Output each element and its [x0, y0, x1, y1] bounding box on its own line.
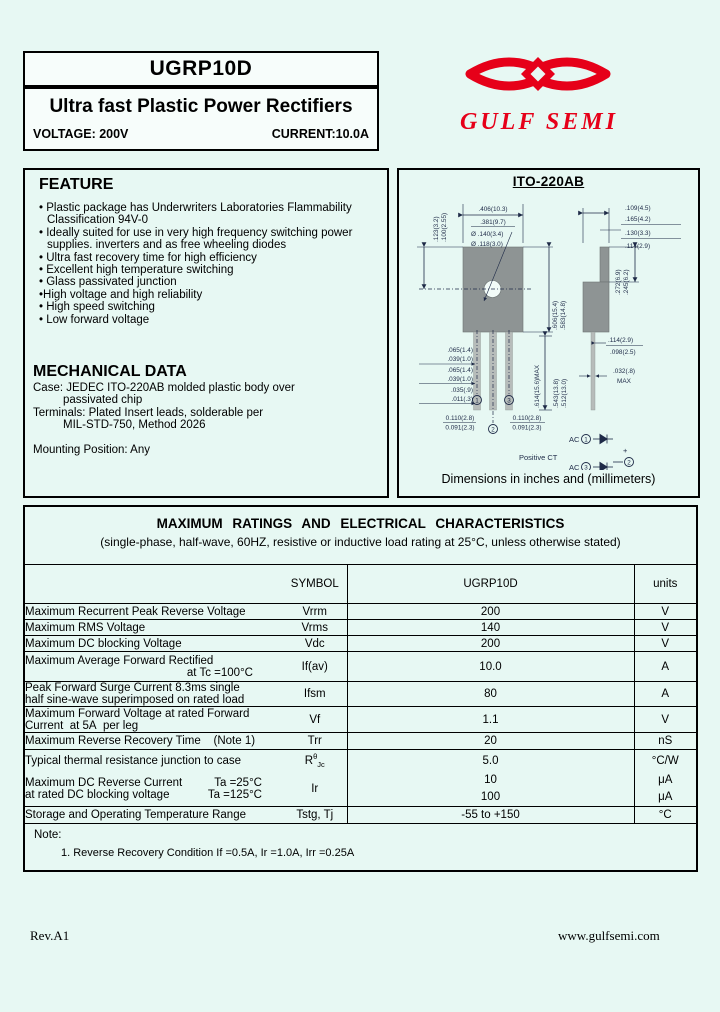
- param-cell: Maximum DC blocking Voltage: [25, 636, 283, 652]
- param-cell: Maximum Recurrent Peak Reverse Voltage: [25, 604, 283, 620]
- units-cell: A: [634, 652, 696, 682]
- param-condition: Ta =25°C: [214, 776, 262, 789]
- symbol-cell: Ifsm: [283, 682, 347, 707]
- pin-1-number: 1: [475, 397, 479, 405]
- part-number-box: [23, 51, 379, 87]
- table-row: [25, 733, 696, 750]
- table-row: [25, 772, 696, 807]
- package-tab-side: [600, 247, 609, 282]
- table-row: [25, 807, 696, 824]
- units-line: μA: [658, 773, 673, 786]
- dim-tab-thickness-2: .114(2.9): [625, 243, 651, 250]
- value-cell: 10.0: [347, 652, 634, 682]
- param-condition: at Tc =100°C: [186, 666, 253, 679]
- dim-lead-width-1a: .065(1.4): [447, 347, 473, 354]
- units-cell: °C/W: [651, 754, 679, 767]
- schematic-pin3-number: 3: [584, 464, 588, 470]
- schematic-pin1-number: 1: [584, 436, 588, 444]
- feature-item: • Low forward voltage: [39, 313, 150, 326]
- param-line: Maximum Forward Voltage at rated Forward Current at 5A per leg: [25, 707, 250, 732]
- value-cell: [347, 772, 634, 807]
- symbol-cell: Vrrm: [283, 604, 347, 620]
- description-box: [23, 87, 379, 151]
- units-cell: V: [634, 620, 696, 636]
- param-cell: [25, 772, 283, 807]
- value-line: 100: [480, 790, 501, 803]
- schematic-plus-label: +: [623, 446, 628, 455]
- value-cell: 200: [347, 604, 634, 620]
- units-cell: °C: [634, 807, 696, 824]
- symbol-cell: Vf: [283, 707, 347, 733]
- col-device-header: UGRP10D: [347, 565, 634, 604]
- feature-item: • High speed switching: [39, 301, 155, 314]
- feature-list: [39, 202, 381, 326]
- dim-pitch-right-2: 0.091(2.3): [512, 424, 542, 432]
- table-row: [25, 604, 696, 620]
- symbol-cell: If(av): [283, 652, 347, 682]
- dim-lead-th: .032(.8): [613, 368, 636, 375]
- col-symbol-header: SYMBOL: [283, 565, 347, 604]
- dim-front-width-2: .381(9.7): [480, 219, 506, 226]
- dim-front-width-1: .406(10.3): [478, 206, 508, 213]
- package-drawing-box: [397, 168, 700, 498]
- gulfsemi-logo: [452, 46, 682, 136]
- pin-2-number: 2: [491, 426, 495, 434]
- param-cell: Storage and Operating Temperature Range: [25, 807, 283, 824]
- diode-symbol-top: [600, 435, 607, 444]
- package-outline-drawing: [399, 180, 698, 470]
- value-cell: 140: [347, 620, 634, 636]
- param-line: [25, 789, 262, 801]
- symbol-main: R: [304, 755, 314, 768]
- positive-ct-label: Positive CT: [519, 453, 558, 462]
- dim-lead-width-2a: .065(1.4): [447, 367, 473, 374]
- lead-side: [591, 332, 595, 410]
- dim-lead-width-1b: .039(1.0): [447, 356, 473, 363]
- dim-lead-offset-2: .098(2.5): [610, 349, 636, 356]
- param-line: Peak Forward Surge Current 8.3ms single half sine-wave superimposed on rated load: [25, 682, 245, 706]
- table-row: [25, 682, 696, 707]
- dim-hole-dia-2: Ø .118(3.0): [471, 241, 503, 248]
- dim-hole-offset-2: .100(2.55): [441, 212, 448, 242]
- current-rating: CURRENT:10.0A: [271, 127, 369, 141]
- voltage-rating: VOLTAGE: 200V: [33, 127, 129, 141]
- part-number: UGRP10D: [149, 57, 253, 80]
- param-text: at rated DC blocking voltage: [25, 788, 170, 801]
- param-cell: Maximum RMS Voltage: [25, 620, 283, 636]
- table-row: [25, 620, 696, 636]
- mechanical-data-section: [33, 363, 381, 456]
- units-cell: V: [634, 707, 696, 733]
- symbol-cell: Trr: [283, 733, 347, 750]
- value-cell: 20: [347, 733, 634, 750]
- schematic-ac-label-top: AC: [569, 435, 580, 444]
- dim-thickness-2: .165(4.2): [625, 216, 651, 223]
- diode-symbol-bottom: [600, 463, 607, 471]
- mechanical-heading: MECHANICAL DATA: [33, 363, 187, 380]
- symbol-cell: Ir: [283, 772, 347, 807]
- lead-2: [490, 332, 497, 410]
- website-url: www.gulfsemi.com: [558, 928, 660, 943]
- param-cell: Typical thermal resistance junction to case: [25, 754, 242, 767]
- symbol-cell: Tstg, Tj: [283, 807, 347, 824]
- note-heading: Note:: [34, 829, 62, 841]
- symbol-cell: Vrms: [283, 620, 347, 636]
- case-line: passivated chip: [63, 394, 143, 406]
- param-cell: [25, 652, 283, 682]
- feature-item: • Plastic package has Underwriters Laboratories Flammability Classification 94V-0: [39, 202, 352, 227]
- dim-lead-offset-1: .114(2.9): [608, 337, 634, 344]
- dim-thickness-1: .109(4.5): [625, 205, 651, 212]
- schematic-ac-label-bottom: AC: [569, 463, 580, 470]
- param-cell: [25, 682, 283, 707]
- note-item: 1. Reverse Recovery Condition If =0.5A, Ir =1.0A, Irr =0.25A: [61, 847, 355, 859]
- param-condition: Ta =125°C: [207, 788, 262, 801]
- feature-item: •High voltage and high reliability: [39, 288, 203, 301]
- feature-item: • Ultra fast recovery time for high efficiency: [39, 251, 257, 264]
- param-cell: Maximum Reverse Recovery Time (Note 1): [25, 733, 283, 750]
- units-cell: A: [634, 682, 696, 707]
- symbol-cell: [283, 750, 347, 772]
- pin-3-number: 3: [507, 397, 511, 405]
- dim-lead-width-2b: .039(1.0): [447, 376, 473, 383]
- table-row: [25, 652, 696, 682]
- product-title: Ultra fast Plastic Power Rectifiers: [49, 96, 353, 117]
- package-name: ITO-220AB: [512, 174, 585, 189]
- ratings-title: MAXIMUM RATINGS AND ELECTRICAL CHARACTERISTICS: [156, 516, 565, 531]
- value-cell: 80: [347, 682, 634, 707]
- ratings-subtitle: (single-phase, half-wave, 60HZ, resistive or inductive load rating at 25°C, unless otherwise stated): [100, 535, 621, 549]
- dim-body-height-1: .606(15.4): [552, 300, 559, 330]
- symbol-sup: θ: [313, 752, 318, 762]
- dim-lead-length-2: .512(13.0): [561, 378, 568, 408]
- feature-item: • Glass passivated junction: [39, 276, 177, 289]
- mounting-position: Mounting Position: Any: [33, 443, 150, 456]
- param-line: [25, 777, 262, 789]
- feature-section: [39, 176, 381, 326]
- dimensions-caption: Dimensions in inches and (millimeters): [441, 472, 656, 486]
- units-line: μA: [658, 790, 673, 803]
- feature-item: • Ideally suited for use in very high frequency switching power supplies. inverters and as free wheeling diodes: [39, 226, 353, 252]
- terminals-line: MIL-STD-750, Method 2026: [63, 419, 206, 431]
- dim-step-2: .245(6.2): [623, 269, 630, 295]
- table-row: [25, 707, 696, 733]
- feature-heading: FEATURE: [39, 176, 114, 193]
- col-units-header: units: [634, 565, 696, 604]
- dim-hole-dia-1: Ø .140(3.4): [471, 231, 504, 238]
- terminals-line: Terminals: Plated Insert leads, solderable per: [33, 406, 264, 419]
- dim-tab-thickness-1: .130(3.3): [625, 230, 651, 237]
- schematic-pin2-number: 2: [627, 459, 631, 467]
- ratings-table: [25, 564, 696, 824]
- value-cell: 200: [347, 636, 634, 652]
- symbol-cell: Vdc: [283, 636, 347, 652]
- dim-lead-thickness-2: .011(.3): [451, 396, 473, 403]
- package-body-side: [583, 282, 609, 332]
- brand-name: GULF SEMI: [460, 109, 618, 135]
- units-cell: V: [634, 604, 696, 620]
- dim-lead-length-max: .614(15.6)MAX: [534, 365, 541, 408]
- dim-body-height-2: .583(14.8): [560, 300, 567, 330]
- dim-pitch-right-1: 0.110(2.8): [512, 415, 542, 422]
- param-line: Maximum Average Forward Rectified: [25, 654, 214, 667]
- value-line: 10: [484, 773, 497, 786]
- dim-lead-thickness-1: .035(.9): [450, 387, 473, 394]
- dim-hole-offset-1: .123(3.2): [433, 216, 440, 242]
- col-parameter-header: [25, 565, 283, 604]
- table-header-row: [25, 565, 696, 604]
- table-row: [25, 636, 696, 652]
- table-row: [25, 750, 696, 772]
- value-cell: 1.1: [347, 707, 634, 733]
- revision-label: Rev.A1: [30, 928, 70, 943]
- param-cell: [25, 707, 283, 733]
- feature-box: [23, 168, 389, 498]
- dim-lead-th-max: MAX: [617, 378, 631, 385]
- units-cell: nS: [634, 733, 696, 750]
- dim-lead-length-1: .543(13.8): [553, 378, 560, 408]
- dim-pitch-left-1: 0.110(2.8): [445, 415, 475, 422]
- gulfsemi-logo-icon: [452, 46, 662, 104]
- voltage-current-row: [25, 127, 377, 141]
- symbol-sub: Jc: [317, 760, 325, 770]
- dim-step-1: .272(6.9): [615, 269, 622, 295]
- feature-item: • Excellent high temperature switching: [39, 264, 234, 277]
- param-text: Maximum DC Reverse Current: [25, 776, 183, 789]
- value-cell: -55 to +150: [347, 807, 634, 824]
- dim-pitch-left-2: 0.091(2.3): [445, 424, 475, 432]
- value-cell: 5.0: [347, 750, 634, 772]
- units-cell: [634, 772, 696, 807]
- case-line: Case: JEDEC ITO-220AB molded plastic body over: [33, 381, 295, 394]
- units-cell: V: [634, 636, 696, 652]
- ratings-box: [23, 505, 698, 872]
